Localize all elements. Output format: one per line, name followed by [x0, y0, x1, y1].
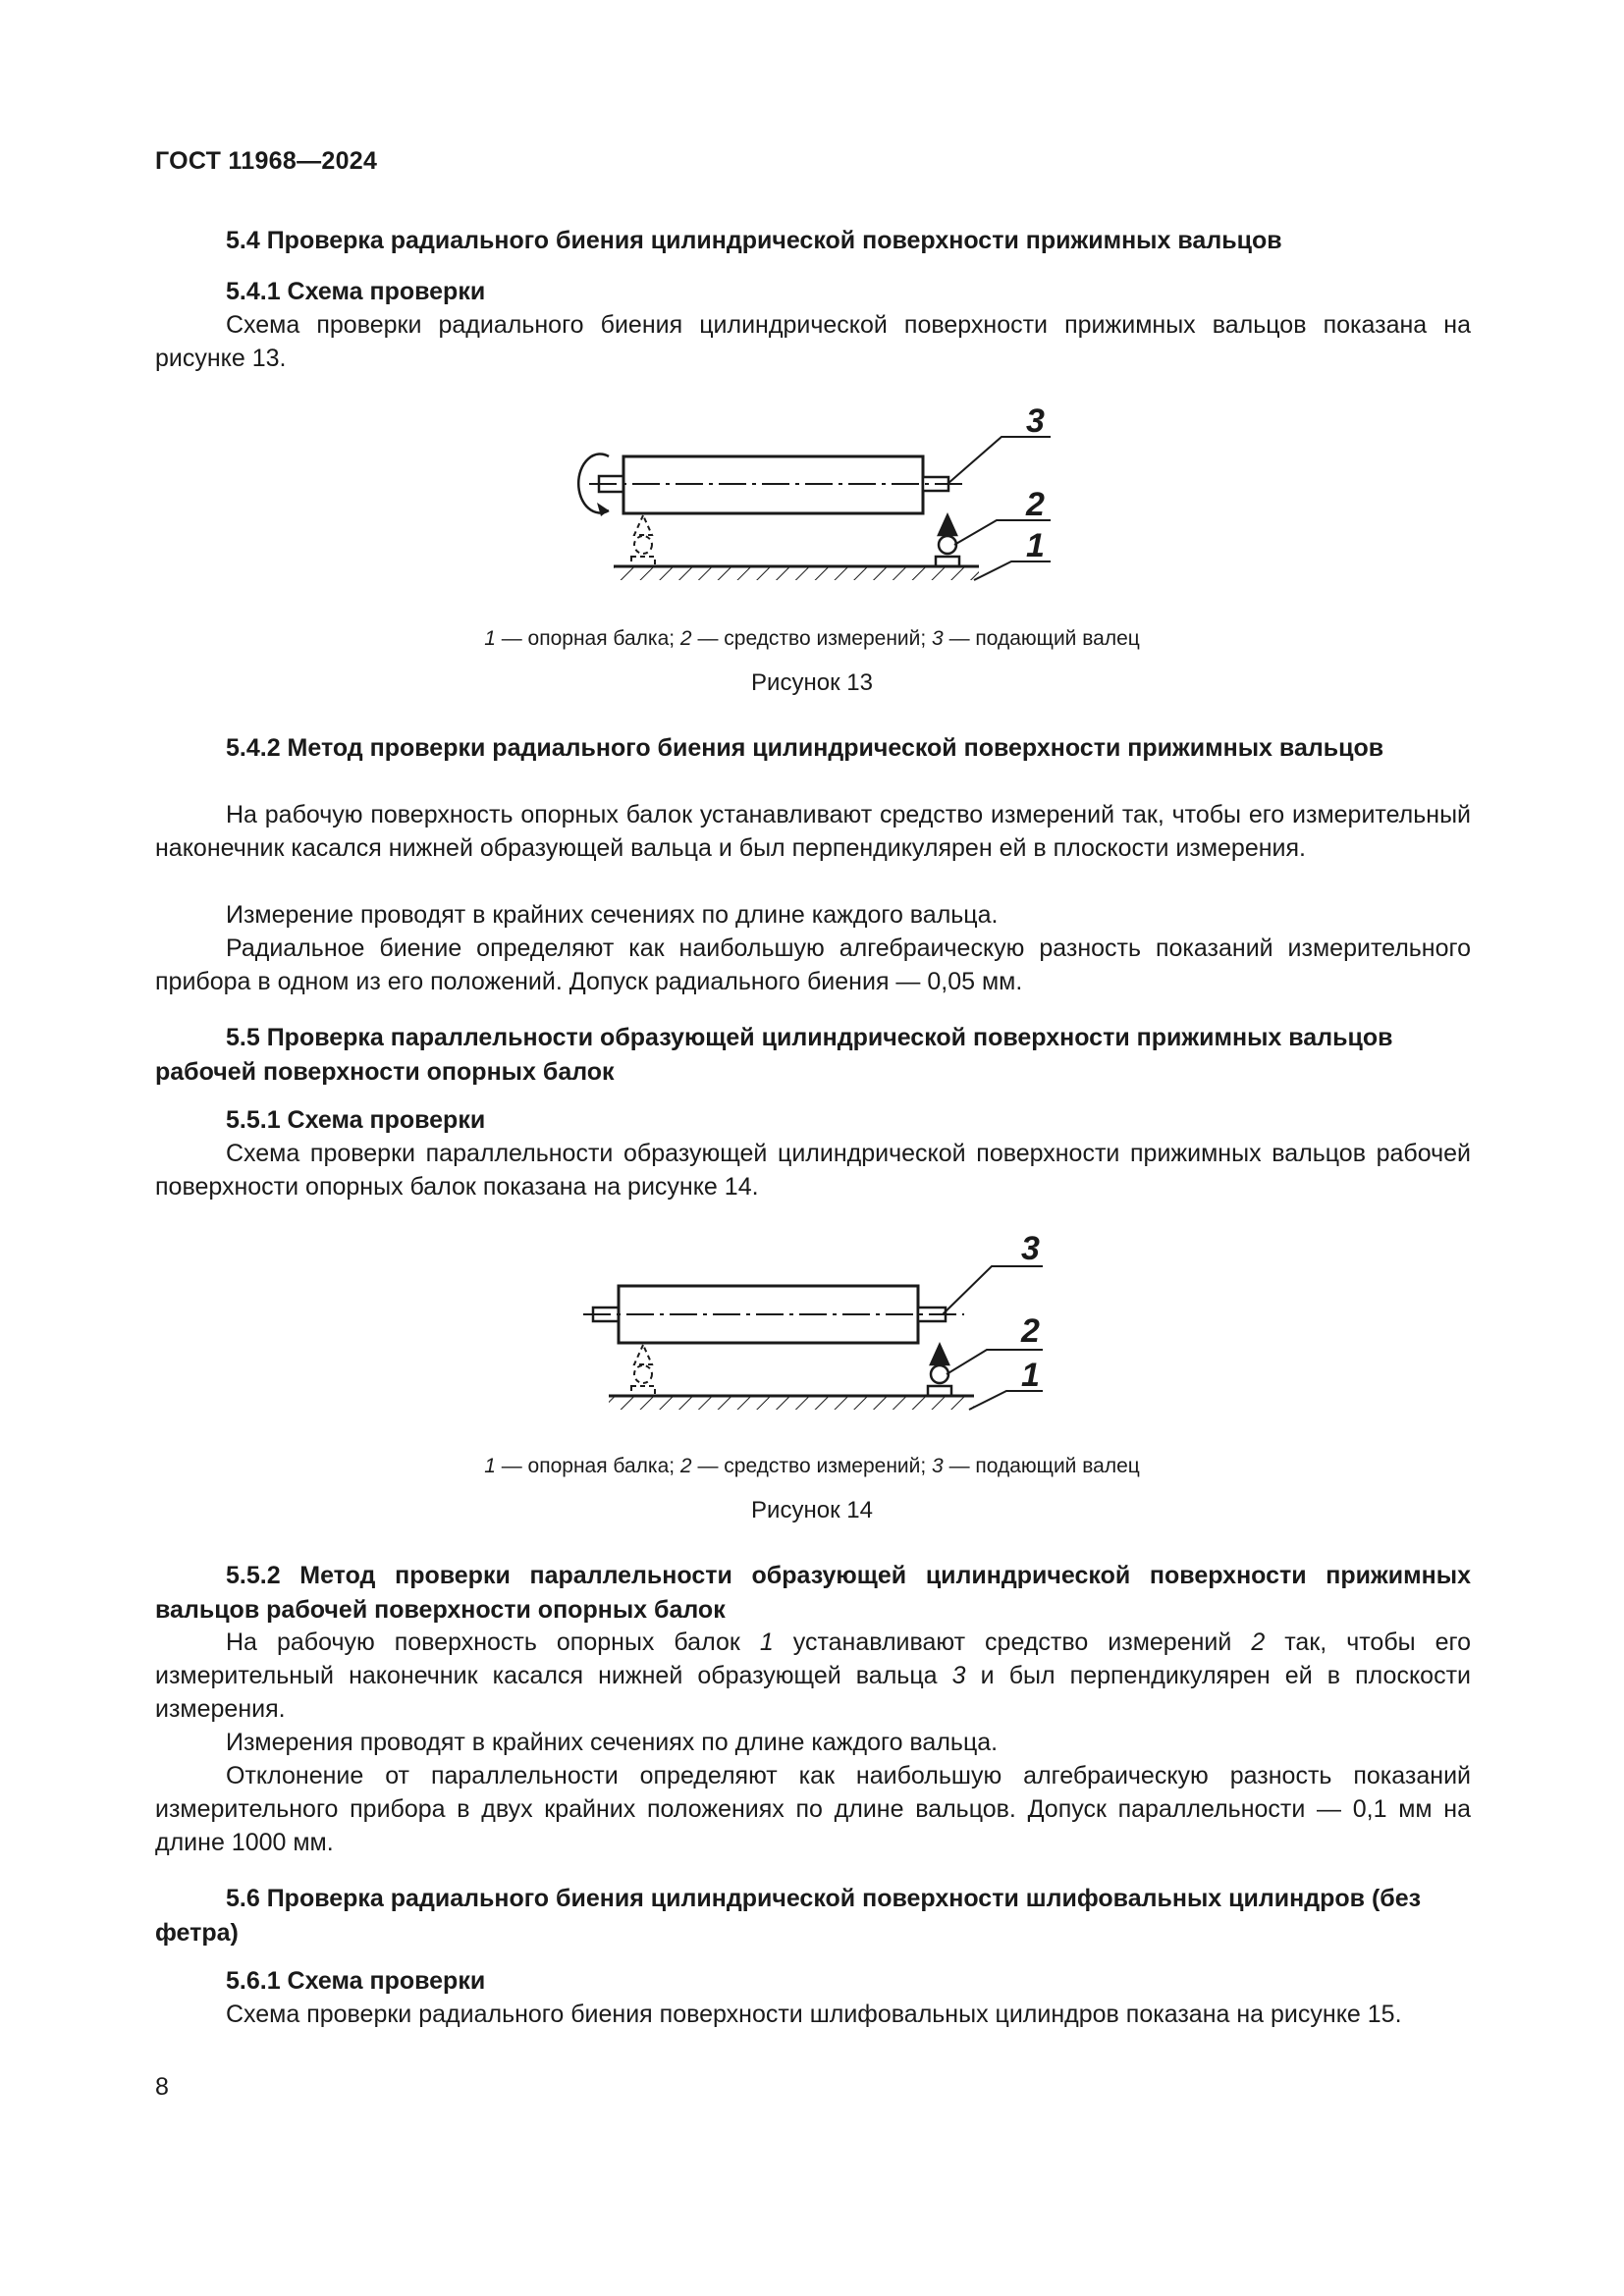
section-5-5-2-title: 5.5.2 Метод проверки параллельности образующей цилиндрической поверхности прижимных вальцов рабочей поверхности опорных балок	[155, 1562, 1471, 1624]
page-number: 8	[155, 2073, 169, 2101]
section-5-6-1-text: Схема проверки радиального биения поверхности шлифовальных цилиндров показана на рисунке 15.	[226, 2001, 1402, 2028]
section-5-4-2-para-1: На рабочую поверхность опорных балок устанавливают средство измерений так, чтобы его измерительный наконечник касался нижней образующей вальца и был перпендикулярен ей в плоскости измерения.	[155, 801, 1471, 862]
section-5-4-2-para-3: Радиальное биение определяют как наибольшую алгебраическую разность показаний измерительного прибора в одном из его положений. Допуск радиального биения — 0,05 мм.	[155, 934, 1471, 995]
figure-14-diagram	[569, 1227, 1080, 1423]
section-5-5-2-para-1: На рабочую поверхность опорных балок 1 устанавливают средство измерений 2 так, чтобы его измерительный наконечник касался нижней образующей вальца 3 и был перпендикулярен ей в плоскости измерения.	[155, 1629, 1471, 1723]
section-5-5-1-title: 5.5.1 Схема проверки	[226, 1106, 486, 1134]
figure-13-caption: 1 — опорная балка; 2 — средство измерений; 3 — подающий валец	[484, 627, 1140, 650]
figure-13-title: Рисунок 13	[751, 669, 873, 696]
section-5-4-2-title: 5.4.2 Метод проверки радиального биения цилиндрической поверхности прижимных вальцов	[226, 734, 1384, 762]
section-5-4-title: 5.4 Проверка радиального биения цилиндрической поверхности прижимных вальцов	[226, 227, 1282, 254]
fig13-label-3: 3	[1026, 402, 1045, 440]
figure-14-title: Рисунок 14	[751, 1497, 873, 1523]
section-5-5-2-para-2: Измерения проводят в крайних сечениях по длине каждого вальца.	[226, 1729, 999, 1756]
fig14-label-2: 2	[1021, 1312, 1040, 1350]
section-5-4-2-para-2: Измерение проводят в крайних сечениях по длине каждого вальца.	[226, 901, 999, 929]
figure-13-diagram	[569, 398, 1080, 594]
fig14-label-3: 3	[1021, 1230, 1040, 1267]
section-5-4-1-text: Схема проверки радиального биения цилиндрической поверхности прижимных вальцов показана на рисунке 13.	[155, 311, 1471, 372]
section-5-6-title: 5.6 Проверка радиального биения цилиндрической поверхности шлифовальных цилиндров (без фетра)	[155, 1885, 1422, 1947]
figure-14-caption: 1 — опорная балка; 2 — средство измерений; 3 — подающий валец	[484, 1455, 1140, 1477]
fig13-label-2: 2	[1026, 486, 1045, 523]
fig14-label-1: 1	[1021, 1357, 1040, 1394]
section-5-4-1-title: 5.4.1 Схема проверки	[226, 278, 486, 305]
section-5-6-1-title: 5.6.1 Схема проверки	[226, 1967, 486, 1995]
fig13-label-1: 1	[1026, 527, 1045, 564]
section-5-5-1-text: Схема проверки параллельности образующей цилиндрической поверхности прижимных вальцов рабочей поверхности опорных балок показана на рисунке 14.	[155, 1140, 1471, 1201]
section-5-5-2-para-3: Отклонение от параллельности определяют как наибольшую алгебраическую разность показаний измерительного прибора в двух крайних положениях по длине вальцов. Допуск параллельности — 0,1 мм на длине 1000 мм.	[155, 1762, 1471, 1856]
document-header: ГОСТ 11968—2024	[155, 147, 378, 175]
section-5-5-title: 5.5 Проверка параллельности образующей цилиндрической поверхности прижимных вальцов рабочей поверхности опорных балок	[155, 1024, 1393, 1086]
